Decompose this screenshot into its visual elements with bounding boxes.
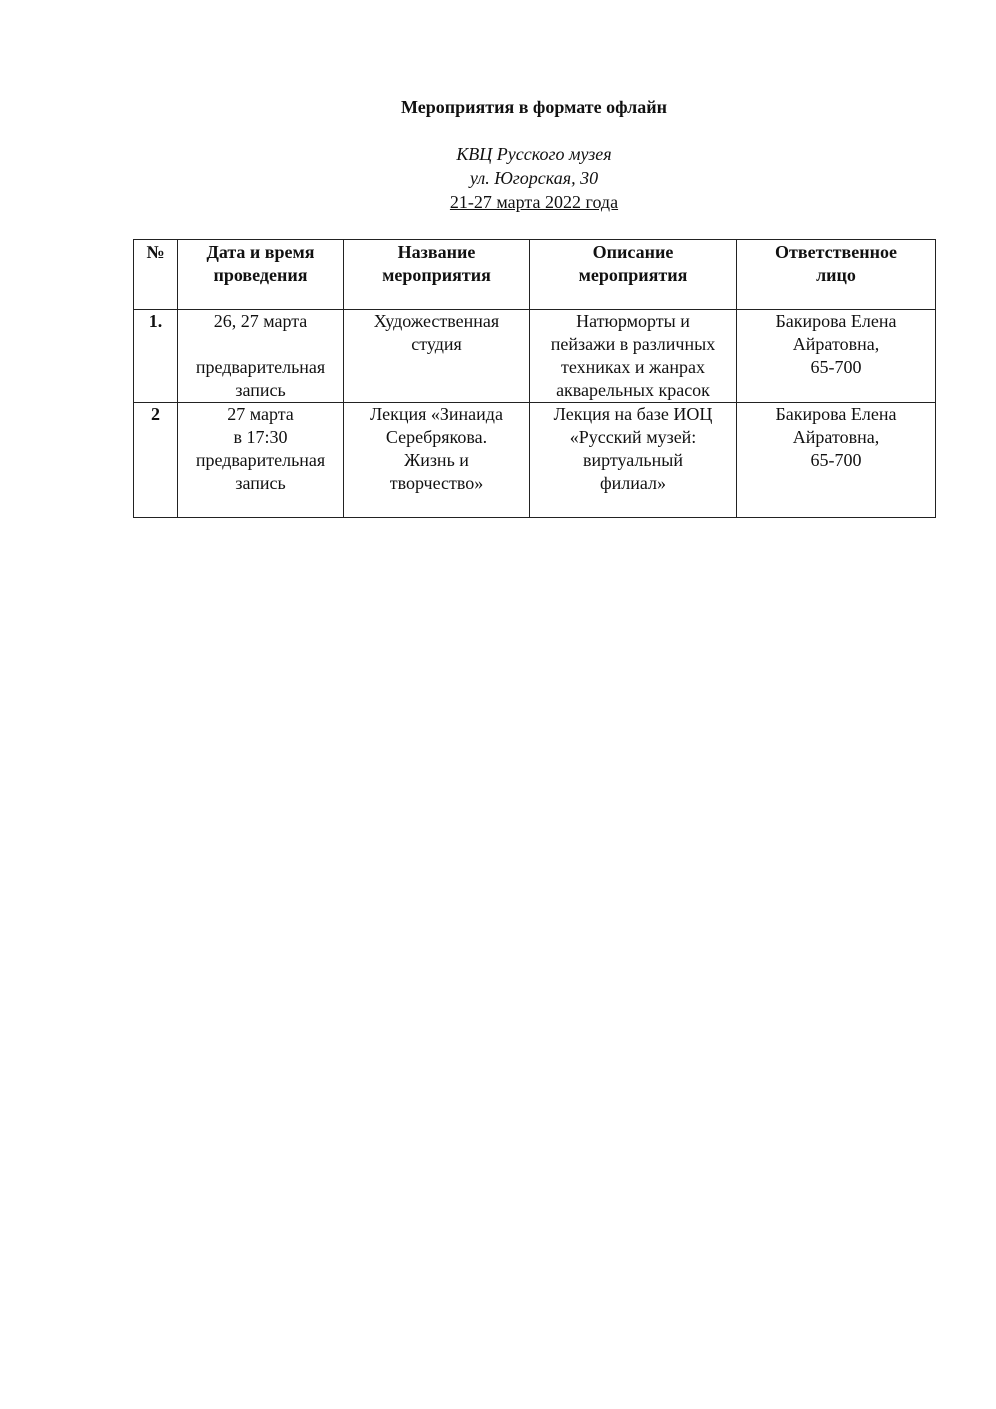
cell-person: [737, 403, 936, 518]
cell-line: «Русский музей:: [569, 427, 697, 447]
header-line: лицо: [816, 265, 856, 285]
page-title: Мероприятия в формате офлайн: [401, 97, 667, 117]
table-row: [134, 403, 936, 518]
cell-number: 2: [134, 403, 178, 518]
venue-address: ул. Югорская, 30: [469, 168, 599, 188]
cell-line: предварительная: [195, 450, 326, 470]
cell-line: Натюрморты и: [576, 311, 690, 331]
cell-line: Серебрякова.: [385, 427, 488, 447]
cell-line: Лекция на базе ИОЦ: [553, 404, 713, 424]
header-line: мероприятия: [382, 265, 491, 285]
cell-name: [344, 403, 530, 518]
column-header-name: [344, 240, 530, 310]
cell-line: пейзажи в различных: [550, 334, 716, 354]
cell-line: Жизнь и: [404, 450, 469, 470]
cell-person: [737, 310, 936, 403]
column-header-number: [134, 240, 178, 310]
cell-line: Художественная: [373, 311, 500, 331]
cell-line: техниках и жанрах: [560, 357, 706, 377]
header-line: Дата и время: [206, 242, 315, 262]
events-table: [133, 239, 936, 518]
cell-line: запись: [235, 380, 286, 400]
cell-line: Айратовна,: [792, 427, 880, 447]
cell-line: Лекция «Зинаида: [370, 404, 503, 424]
column-header-description: [530, 240, 737, 310]
cell-line: филиал»: [599, 473, 667, 493]
cell-line: предварительная: [195, 357, 326, 377]
cell-line: акварельных красок: [556, 380, 710, 400]
date-range: [0, 190, 996, 214]
table-row: [134, 310, 936, 403]
cell-line: 65-700: [810, 357, 862, 377]
date-range-text: 21-27 марта 2022 года: [449, 192, 619, 212]
header-line: №: [146, 242, 165, 262]
line-gap: [184, 333, 337, 356]
header-line: Описание: [592, 242, 674, 262]
cell-line: запись: [235, 473, 286, 493]
cell-line: 65-700: [810, 450, 862, 470]
table-header-row: [134, 240, 936, 310]
venue-name: КВЦ Русского музея: [456, 144, 612, 164]
cell-line: Айратовна,: [792, 334, 880, 354]
cell-line: в 17:30: [233, 427, 288, 447]
cell-number: 1.: [134, 310, 178, 403]
cell-line: 27 марта: [227, 404, 294, 424]
cell-line: Бакирова Елена: [775, 404, 897, 424]
cell-description: [530, 310, 737, 403]
header-line: Ответственное: [775, 242, 897, 262]
cell-line: студия: [411, 334, 462, 354]
cell-line: виртуальный: [583, 450, 683, 470]
cell-date: [178, 403, 344, 518]
cell-description: [530, 403, 737, 518]
cell-line: творчество»: [389, 473, 484, 493]
column-header-person: [737, 240, 936, 310]
header-line: проведения: [213, 265, 308, 285]
cell-date: [178, 310, 344, 403]
cell-line: Бакирова Елена: [775, 311, 897, 331]
column-header-date: [178, 240, 344, 310]
header-line: Название: [397, 242, 476, 262]
cell-line: 26, 27 марта: [213, 311, 308, 331]
header-line: мероприятия: [578, 265, 688, 285]
cell-name: [344, 310, 530, 403]
